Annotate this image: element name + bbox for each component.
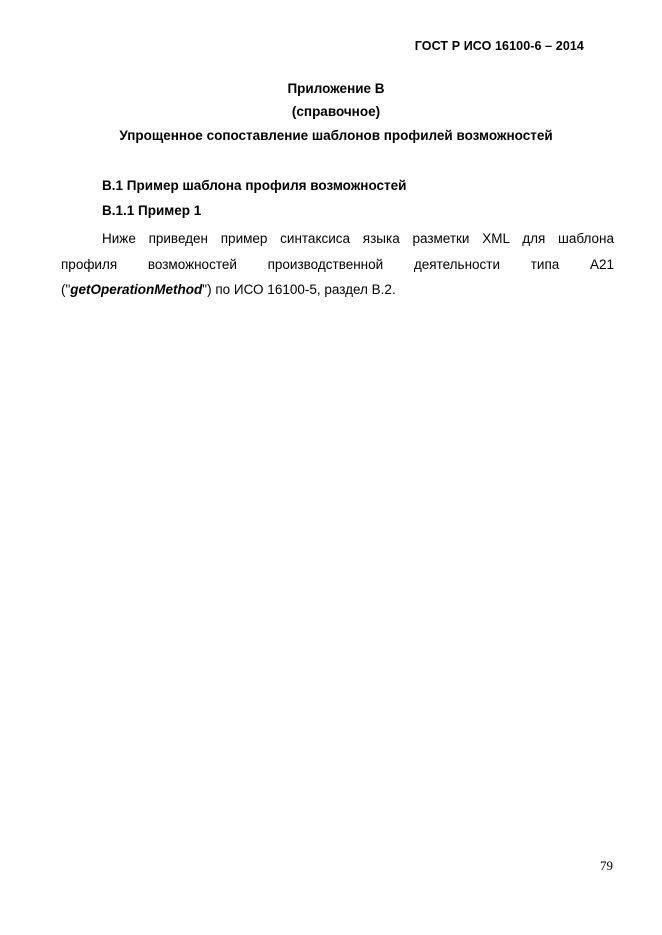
method-name: getOperationMethod <box>70 282 203 297</box>
paragraph-line-2: профиля возможностей производственной деятельности типа А21 <box>61 256 614 272</box>
paragraph-line-3 <box>61 277 614 303</box>
section-heading-b11: В.1.1 Пример 1 <box>102 203 202 218</box>
document-code: ГОСТ Р ИСО 16100-6 – 2014 <box>414 39 584 53</box>
appendix-subject: Упрощенное сопоставление шаблонов профилей возможностей <box>119 128 553 143</box>
section-heading-b1: В.1 Пример шаблона профиля возможностей <box>102 178 407 193</box>
body-paragraph <box>61 226 614 303</box>
paragraph-line-1: Ниже приведен пример синтаксиса языка разметки XML для шаблона <box>102 231 614 246</box>
reference-text: ") по ИСО 16100-5, раздел В.2. <box>202 282 396 297</box>
page-number: 79 <box>600 858 613 873</box>
appendix-kind: (справочное) <box>291 104 381 119</box>
appendix-title: Приложение В <box>287 81 385 96</box>
quote-open: (" <box>61 282 71 297</box>
